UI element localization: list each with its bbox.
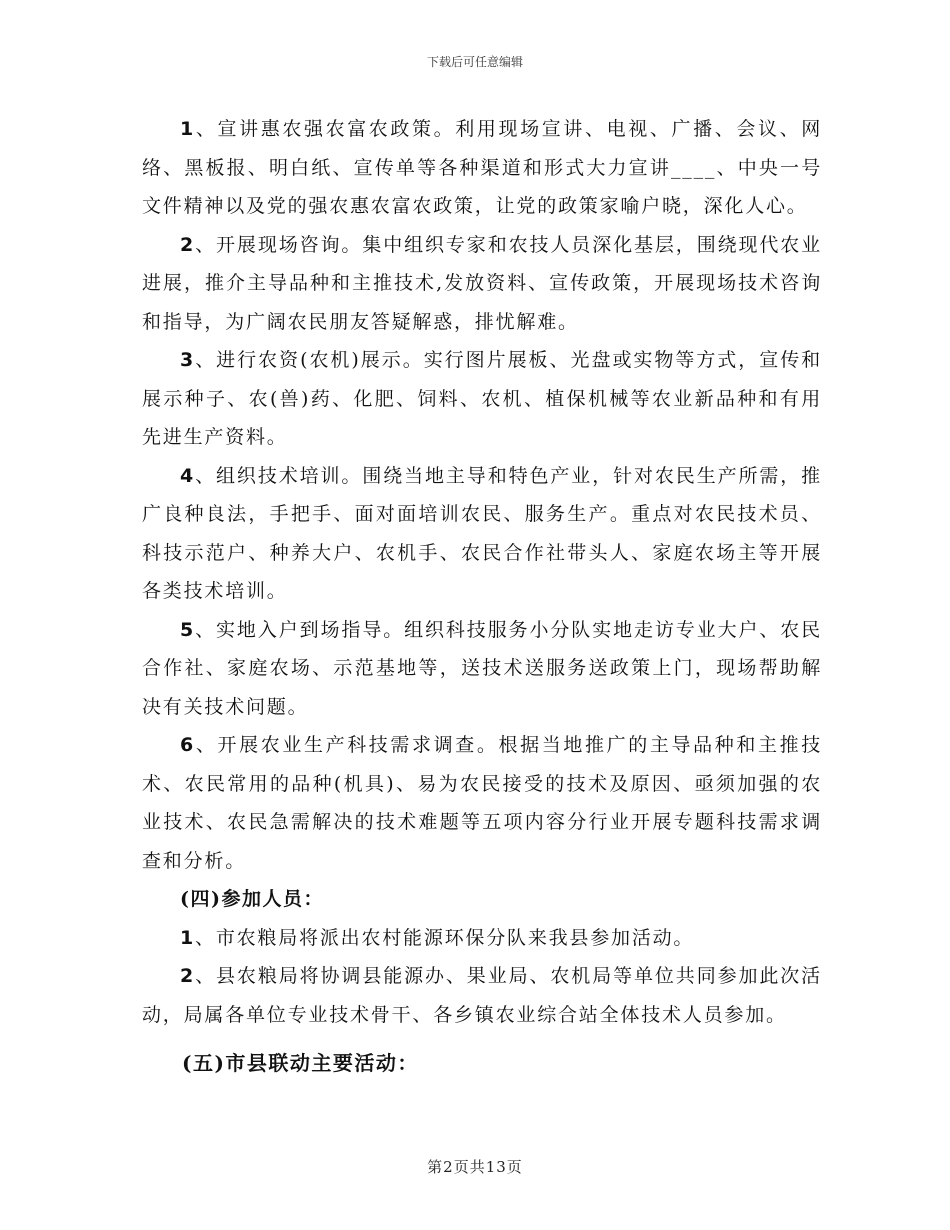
paragraph-text: 、进行农资(农机)展示。实行图片展板、光盘或实物等方式，宣传和展示种子、农(兽)药、化肥、饲料、农机、植保机械等农业新品种和有用先进生产资料。: [142, 349, 822, 448]
paragraph-number: 1: [180, 118, 196, 140]
item-number: 1: [180, 926, 196, 949]
paragraph-text: 、宣讲惠农强农富农政策。利用现场宣讲、电视、广播、会议、网络、黑板报、明白纸、宣传单等各种渠道和形式大力宣讲____、中央一号文件精神以及党的强农惠农富农政策，让党的政策家喻户晓，深化人心。: [142, 118, 822, 217]
paragraph-text: 、组织技术培训。围绕当地主导和特色产业，针对农民生产所需，推广良种良法，手把手、面对面培训农民、服务生产。重点对农民技术员、科技示范户、种养大户、农机手、农民合作社带头人、家庭农场主等开展各类技术培训。: [142, 464, 822, 602]
paragraph-5: [142, 611, 822, 727]
paragraph-text: 、实地入户到场指导。组织科技服务小分队实地走访专业大户、农民合作社、家庭农场、示范基地等，送技术送服务送政策上门，现场帮助解决有关技术问题。: [142, 618, 822, 718]
paragraph-number: 5: [180, 618, 196, 641]
section-heading-participants: (四)参加人员：: [180, 888, 324, 910]
participant-item-2: [142, 957, 822, 1034]
paragraph-number: 4: [180, 464, 196, 487]
paragraph-text: 、开展现场咨询。集中组织专家和农技人员深化基层，围绕现代农业进展，推介主导品种和主推技术,发放资料、宣传政策，开展现场技术咨询和指导，为广阔农民朋友答疑解惑，排忧解难。: [142, 233, 822, 333]
page-header: 下载后可任意编辑: [426, 55, 523, 69]
paragraph-number: 3: [180, 349, 196, 371]
paragraph-text: 、开展农业生产科技需求调查。根据当地推广的主导品种和主推技术、农民常用的品种(机具)、易为农民接受的技术及原因、亟须加强的农业技术、农民急需解决的技术难题等五项内容分行业开展专题科技需求调查和分析。: [142, 734, 822, 872]
paragraph-number: 6: [180, 734, 196, 756]
page-footer: 第2页共13页: [427, 1158, 523, 1176]
participant-item-1: [142, 919, 822, 958]
paragraph-2: [142, 226, 822, 342]
paragraph-number: 2: [180, 233, 196, 256]
item-text: 、市农粮局将派出农村能源环保分队来我县参加活动。: [195, 926, 695, 949]
paragraph-3: [142, 341, 822, 457]
paragraph-4: [142, 457, 822, 611]
paragraph-6: [142, 726, 822, 880]
item-text: 、县农粮局将协调县能源办、果业局、农机局等单位共同参加此次活动，局属各单位专业技术骨干、各乡镇农业综合站全体技术人员参加。: [142, 965, 822, 1026]
document-body: [142, 110, 822, 1083]
section-heading-activities: (五)市县联动主要活动：: [182, 1051, 419, 1075]
paragraph-1: [142, 110, 822, 226]
item-number: 2: [180, 965, 196, 987]
